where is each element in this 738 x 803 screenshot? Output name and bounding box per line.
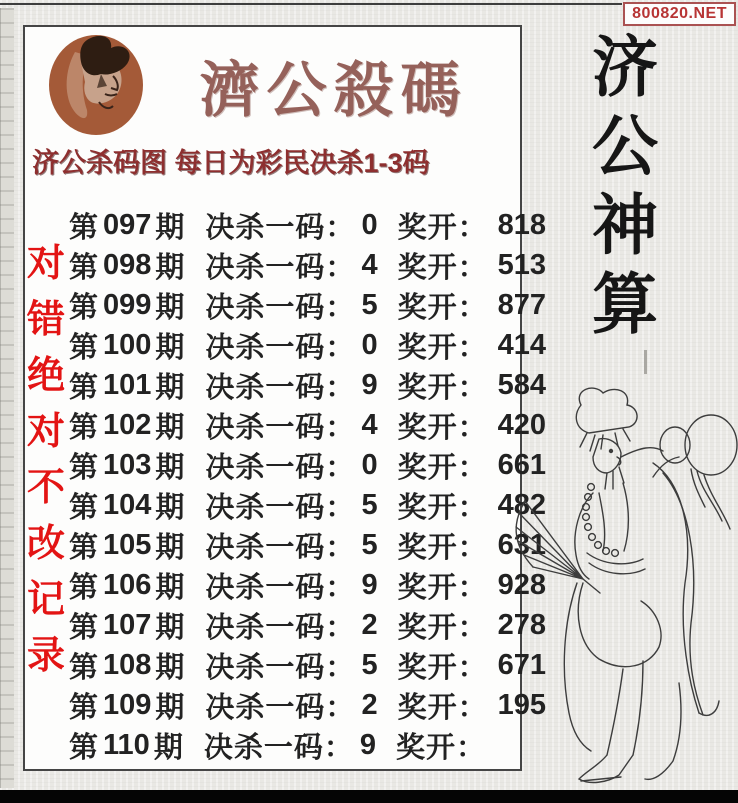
kill-number: 5: [361, 488, 378, 521]
slogan-char: 算: [592, 265, 658, 343]
issue-number: 102: [103, 408, 152, 441]
open-number: 482: [497, 488, 546, 521]
kill-label: 决杀一码：: [205, 491, 356, 524]
seal-mark: [644, 350, 647, 374]
side-note-char: 对: [27, 411, 66, 453]
site-badge: 800820.NET: [623, 2, 736, 26]
bottom-bar: [0, 790, 738, 803]
kill-label: 决杀一码：: [205, 691, 356, 724]
kill-label: 决杀一码：: [205, 451, 356, 484]
issue-number: 100: [103, 328, 152, 361]
open-number: 420: [497, 408, 546, 441]
kill-number: 9: [359, 728, 376, 761]
kill-code-panel: [23, 25, 546, 771]
issue-suffix: 期: [155, 411, 186, 444]
records-table: [69, 205, 546, 765]
kill-number: 0: [361, 208, 378, 241]
top-rule: [0, 3, 622, 5]
record-row: [69, 565, 546, 605]
kill-number: 9: [361, 568, 378, 601]
record-row: [69, 685, 546, 725]
open-label: 奖开：: [397, 291, 488, 324]
kill-number: 5: [361, 648, 378, 681]
open-number: 818: [497, 208, 546, 241]
open-label: 奖开：: [395, 731, 486, 764]
open-number: 671: [497, 648, 546, 681]
record-row: [69, 525, 546, 565]
issue-prefix: 第: [69, 611, 100, 644]
open-number: 584: [497, 368, 546, 401]
subtitle: 济公杀码图 每日为彩民决杀1-3码: [32, 148, 430, 178]
issue-prefix: 第: [69, 251, 100, 284]
issue-number: 106: [103, 568, 152, 601]
issue-suffix: 期: [155, 331, 186, 364]
open-label: 奖开：: [397, 371, 488, 404]
open-label: 奖开：: [397, 491, 488, 524]
kill-label: 决杀一码：: [205, 411, 356, 444]
open-number: 513: [497, 248, 546, 281]
issue-suffix: 期: [155, 611, 186, 644]
jigong-head-logo-icon: [47, 32, 145, 141]
kill-label: 决杀一码：: [205, 331, 356, 364]
kill-label: 决杀一码：: [205, 571, 356, 604]
issue-prefix: 第: [69, 731, 100, 764]
open-label: 奖开：: [397, 451, 488, 484]
kill-number: 9: [361, 368, 378, 401]
open-label: 奖开：: [397, 331, 488, 364]
issue-prefix: 第: [69, 211, 100, 244]
issue-suffix: 期: [155, 651, 186, 684]
issue-suffix: 期: [153, 731, 184, 764]
open-label: 奖开：: [397, 651, 488, 684]
kill-number: 5: [361, 288, 378, 321]
page-title: 濟公殺碼: [199, 56, 468, 126]
side-note-char: 绝: [27, 355, 66, 397]
kill-label: 决杀一码：: [205, 251, 356, 284]
slogan-char: 公: [592, 107, 658, 185]
issue-number: 110: [103, 728, 150, 761]
panel-header: [25, 27, 520, 137]
issue-prefix: 第: [69, 291, 100, 324]
side-note-char: 记: [27, 579, 66, 621]
issue-number: 101: [103, 368, 152, 401]
issue-prefix: 第: [69, 411, 100, 444]
open-number: 195: [497, 688, 546, 721]
slogan-char: 神: [592, 186, 658, 264]
open-label: 奖开：: [397, 691, 488, 724]
issue-number: 097: [103, 208, 152, 241]
kill-number: 2: [361, 608, 378, 641]
kill-number: 4: [361, 408, 378, 441]
issue-prefix: 第: [69, 531, 100, 564]
issue-prefix: 第: [69, 651, 100, 684]
issue-suffix: 期: [155, 491, 186, 524]
issue-number: 107: [103, 608, 152, 641]
kill-label: 决杀一码：: [205, 531, 356, 564]
side-note-char: 录: [27, 635, 66, 677]
jigong-line-drawing: [503, 383, 738, 790]
record-row: [69, 405, 546, 445]
record-row: [69, 245, 546, 285]
record-row: [69, 285, 546, 325]
open-number: 877: [497, 288, 546, 321]
issue-number: 108: [103, 648, 152, 681]
kill-label: 决杀一码：: [205, 211, 356, 244]
issue-suffix: 期: [155, 571, 186, 604]
issue-number: 109: [103, 688, 152, 721]
kill-number: 0: [361, 328, 378, 361]
record-row: [69, 725, 520, 765]
issue-suffix: 期: [155, 291, 186, 324]
open-label: 奖开：: [397, 571, 488, 604]
open-label: 奖开：: [397, 611, 488, 644]
open-label: 奖开：: [397, 251, 488, 284]
issue-prefix: 第: [69, 691, 100, 724]
record-row: [69, 485, 546, 525]
record-row: [69, 205, 546, 245]
issue-suffix: 期: [155, 691, 186, 724]
issue-prefix: 第: [69, 331, 100, 364]
open-label: 奖开：: [397, 411, 488, 444]
open-number: 928: [497, 568, 546, 601]
record-row: [69, 445, 546, 485]
slogan-vertical: [577, 28, 673, 344]
record-row: [69, 325, 546, 365]
issue-number: 103: [103, 448, 152, 481]
issue-number: 105: [103, 528, 152, 561]
open-number: 661: [497, 448, 546, 481]
issue-suffix: 期: [155, 211, 186, 244]
kill-label: 决杀一码：: [205, 651, 356, 684]
open-label: 奖开：: [397, 531, 488, 564]
kill-label: 决杀一码：: [205, 291, 356, 324]
open-number: 414: [497, 328, 546, 361]
issue-number: 104: [103, 488, 152, 521]
issue-number: 098: [103, 248, 152, 281]
issue-prefix: 第: [69, 571, 100, 604]
open-number: 631: [497, 528, 546, 561]
issue-suffix: 期: [155, 251, 186, 284]
film-strip-edge: [0, 8, 14, 788]
record-row: [69, 645, 546, 685]
kill-number: 2: [361, 688, 378, 721]
slogan-char: 济: [592, 28, 658, 106]
kill-number: 4: [361, 248, 378, 281]
open-number: 278: [497, 608, 546, 641]
side-note-char: 改: [27, 523, 66, 565]
issue-prefix: 第: [69, 371, 100, 404]
kill-number: 5: [361, 528, 378, 561]
no-change-record-note: [27, 245, 65, 675]
kill-number: 0: [361, 448, 378, 481]
kill-label: 决杀一码：: [205, 371, 356, 404]
issue-number: 099: [103, 288, 152, 321]
side-note-char: 对: [27, 243, 66, 285]
kill-label: 决杀一码：: [205, 611, 356, 644]
side-note-char: 不: [27, 467, 66, 509]
issue-suffix: 期: [155, 451, 186, 484]
record-row: [69, 605, 546, 645]
open-label: 奖开：: [397, 211, 488, 244]
kill-label: 决杀一码：: [203, 731, 354, 764]
side-note-char: 错: [27, 299, 66, 341]
issue-suffix: 期: [155, 371, 186, 404]
record-row: [69, 365, 546, 405]
issue-prefix: 第: [69, 451, 100, 484]
issue-suffix: 期: [155, 531, 186, 564]
issue-prefix: 第: [69, 491, 100, 524]
